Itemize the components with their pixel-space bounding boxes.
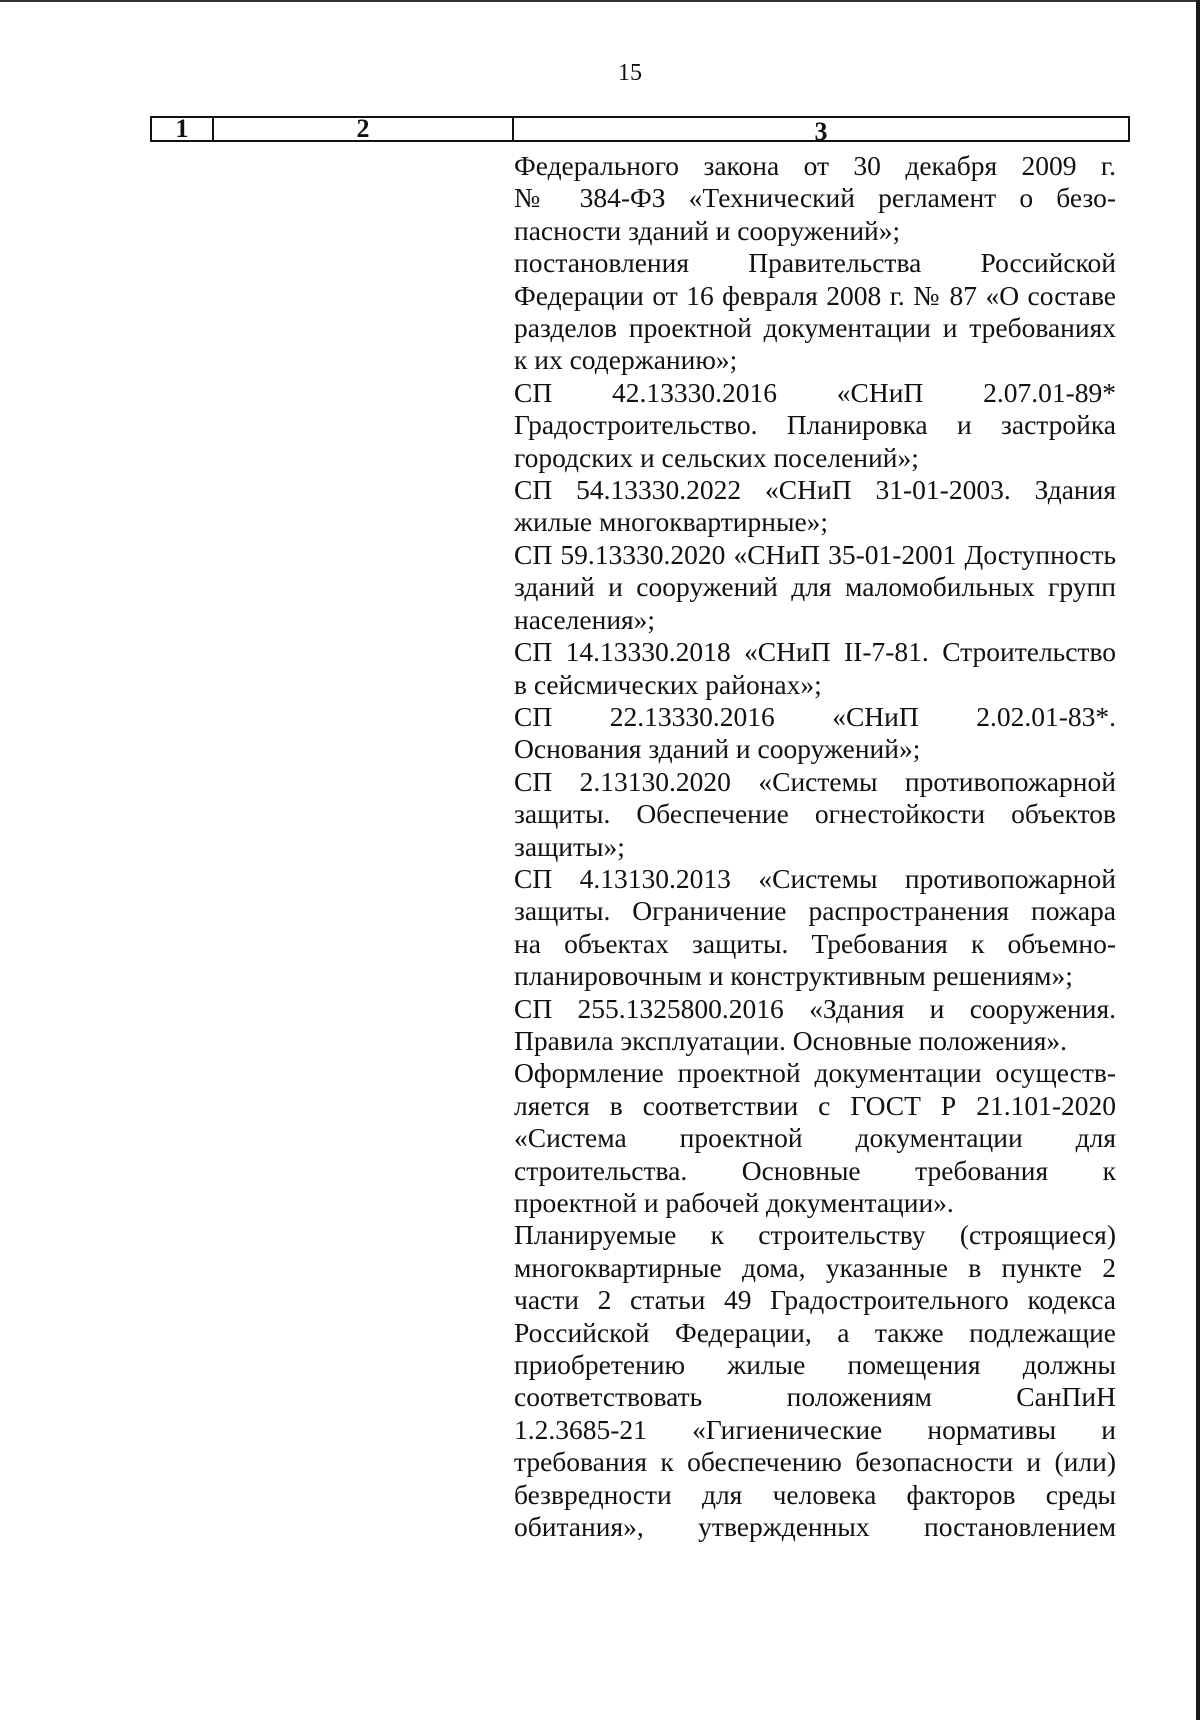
paragraph xyxy=(514,377,1116,474)
text-line: требования к обеспечению безопасности и (или) xyxy=(514,1446,1116,1478)
text-line: городских и сельских поселений»; xyxy=(514,441,919,473)
paragraph xyxy=(514,150,1116,247)
text-line: к их содержанию»; xyxy=(514,344,738,376)
text-line: обитания», утвержденных постановлением xyxy=(514,1511,1116,1543)
text-line: части 2 статьи 49 Градостроительного кодекса xyxy=(514,1284,1116,1316)
text-line: проектной и рабочей документации». xyxy=(514,1187,954,1218)
text-line: защиты. Ограничение распространения пожара xyxy=(514,895,1116,927)
text-line: СП 42.13330.2016 «СНиП 2.07.01-89* xyxy=(514,376,1116,408)
text-line: соответствовать положениям СанПиН xyxy=(514,1381,1116,1413)
text-line: многоквартирные дома, указанные в пункте 2 xyxy=(514,1251,1116,1283)
text-line: СП 4.13130.2013 «Системы противопожарной xyxy=(514,862,1116,894)
paragraph xyxy=(514,766,1116,863)
paragraph xyxy=(514,474,1116,539)
table-header-col-3: 3 xyxy=(814,117,828,146)
text-line: «Система проектной документации для xyxy=(514,1122,1116,1154)
text-line: безвредности для человека факторов среды xyxy=(514,1478,1116,1510)
text-line: населения»; xyxy=(514,603,656,635)
text-line: защиты. Обеспечение огнестойкости объектов xyxy=(514,798,1116,830)
text-line: приобретению жилые помещения должны xyxy=(514,1349,1116,1381)
text-line: СП 255.1325800.2016 «Здания и сооружения. xyxy=(514,992,1116,1024)
table-header-row xyxy=(150,114,1130,146)
scan-top-edge xyxy=(0,0,1200,2)
text-line: пасности зданий и сооружений»; xyxy=(514,214,901,246)
text-line: разделов проектной документации и требованиях xyxy=(514,312,1116,344)
table-header-col-1: 1 xyxy=(152,118,214,140)
text-line: зданий и сооружений для маломобильных групп xyxy=(514,571,1116,603)
text-line: Федерации от 16 февраля 2008 г. № 87 «О составе xyxy=(514,279,1116,311)
text-line: Планируемые к строительству (строящиеся) xyxy=(514,1219,1116,1251)
text-line: СП 2.13130.2020 «Системы противопожарной xyxy=(514,765,1116,797)
page-number: 15 xyxy=(618,60,642,86)
table-header-col-2: 2 xyxy=(214,118,514,140)
paragraph xyxy=(514,539,1116,636)
column-3-content xyxy=(514,150,1116,1543)
text-line: 1.2.3685-21 «Гигиенические нормативы и xyxy=(514,1413,1116,1445)
scan-right-edge xyxy=(1196,0,1200,1720)
paragraph xyxy=(514,701,1116,766)
text-line: СП 14.13330.2018 «СНиП II-7-81. Строительство xyxy=(514,636,1116,668)
paragraph xyxy=(514,1057,1116,1219)
text-line: Федерального закона от 30 декабря 2009 г. xyxy=(514,150,1116,181)
paragraph xyxy=(514,993,1116,1058)
text-line: в сейсмических районах»; xyxy=(514,668,822,700)
text-line: ляется в соответствии с ГОСТ Р 21.101-2020 xyxy=(514,1089,1116,1121)
paragraph xyxy=(514,1219,1116,1543)
text-line: № 384-ФЗ «Технический регламент о безо- xyxy=(514,182,1116,214)
text-line: Оформление проектной документации осуществ- xyxy=(514,1057,1116,1089)
paragraph xyxy=(514,247,1116,377)
paragraph xyxy=(514,636,1116,701)
text-line: СП 54.13330.2022 «СНиП 31-01-2003. Здания xyxy=(514,474,1116,506)
paragraph xyxy=(514,863,1116,993)
text-line: Российской Федерации, а также подлежащие xyxy=(514,1316,1116,1348)
text-line: защиты»; xyxy=(514,830,625,862)
text-line: Градостроительство. Планировка и застройка xyxy=(514,409,1116,441)
text-line: строительства. Основные требования к xyxy=(514,1154,1116,1186)
text-line: постановления Правительства Российской xyxy=(514,247,1116,279)
text-line: планировочным и конструктивным решениям»; xyxy=(514,960,1073,992)
text-line: жилые многоквартирные»; xyxy=(514,506,829,538)
text-line: на объектах защиты. Требования к объемно- xyxy=(514,927,1116,959)
text-line: СП 59.13330.2020 «СНиП 35-01-2001 Доступность xyxy=(514,538,1116,570)
text-line: Основания зданий и сооружений»; xyxy=(514,733,921,765)
text-line: Правила эксплуатации. Основные положения». xyxy=(514,1024,1068,1056)
text-line: СП 22.13330.2016 «СНиП 2.02.01-83*. xyxy=(514,700,1116,732)
